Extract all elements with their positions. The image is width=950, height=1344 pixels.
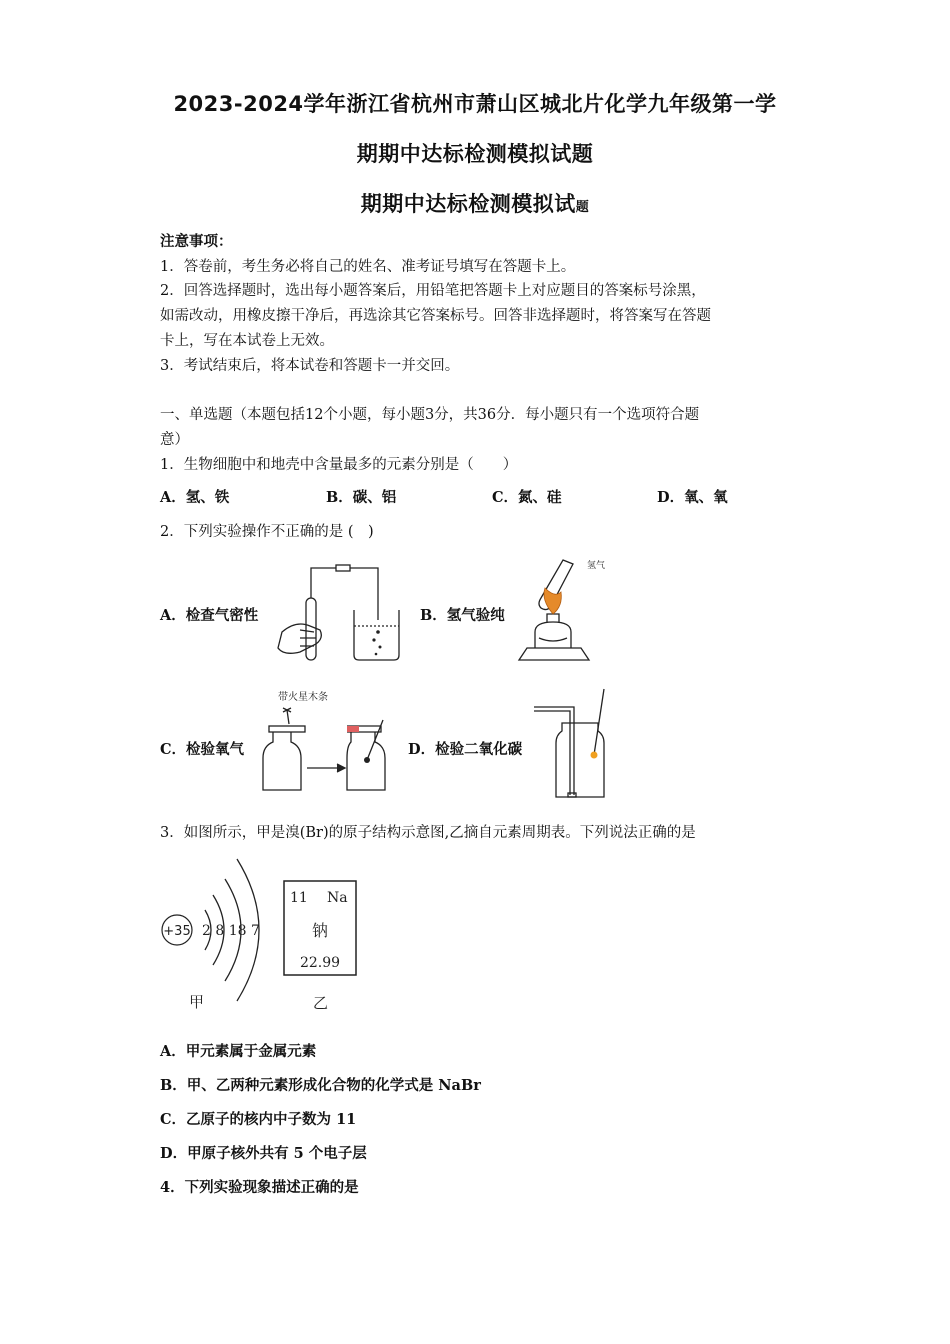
sodium-periodic-table-cell [283,880,363,1015]
exam-title-line-3 [0,188,950,218]
q3-option-a: A．甲元素属于金属元素 [160,1043,317,1060]
exam-title-line-2: 期期中达标检测模拟试题 [356,142,594,166]
q3-option-b: B．甲、乙两种元素形成化合物的化学式是 NaBr [160,1077,481,1094]
q4-stem: 4．下列实验现象描述正确的是 [160,1179,359,1196]
glowing-splint-label: 带火星木条 [278,692,328,703]
section-1-heading-line-2: 意） [160,432,189,448]
element-symbol: Na [327,890,348,906]
q3-stem: 3．如图所示，甲是溴(Br)的原子结构示意图,乙摘自元素周期表。下列说法正确的是 [160,825,696,841]
airtightness-check-figure [270,560,400,670]
oxygen-test-figure [255,688,395,798]
q1-option-d: D．氧、氧 [657,489,728,506]
electron-shell-counts: 2 8 18 7 [202,923,260,939]
periodic-cell-label: 乙 [313,994,329,1012]
notice-item-2-line-1: 2．回答选择题时，选出每小题答案后，用铅笔把答题卡上对应题目的答案标号涂黑， [160,283,706,299]
q2-stem: 2．下列实验操作不正确的是 ( ) [160,524,374,540]
nucleus-charge: +35 [163,924,191,939]
element-name: 钠 [311,921,329,940]
q2-option-a: A．检查气密性 [160,607,259,624]
q1-option-a: A．氢、铁 [160,489,230,506]
bromine-atom-structure-diagram [155,855,275,1015]
hydrogen-label: 氢气 [587,561,606,571]
atom-diagram-label: 甲 [189,993,205,1011]
q3-option-d: D．甲原子核外共有 5 个电子层 [160,1145,367,1162]
notice-heading: 注意事项： [160,233,233,250]
section-1-heading-line-1: 一、单选题（本题包括12个小题，每小题3分，共36分．每小题只有一个选项符合题 [160,407,700,423]
exam-title-line-1: 2023-2024学年浙江省杭州市萧山区城北片化学九年级第一学 [173,92,777,116]
exam-title-line-3-small: 题 [575,200,590,215]
q1-option-b: B．碳、铝 [326,489,397,506]
atomic-number: 11 [290,890,308,906]
q2-option-d: D．检验二氧化碳 [408,741,523,758]
q3-option-c: C．乙原子的核内中子数为 11 [160,1111,357,1128]
notice-item-1: 1．答卷前，考生务必将自己的姓名、准考证号填写在答题卡上。 [160,259,576,275]
notice-item-3: 3．考试结束后，将本试卷和答题卡一并交回。 [160,358,460,374]
notice-item-2-line-2: 如需改动，用橡皮擦干净后，再选涂其它答案标号。回答非选择题时，将答案写在答题 [160,308,711,324]
q1-option-c: C．氮、硅 [492,489,562,506]
relative-atomic-mass: 22.99 [299,955,341,971]
q1-stem: 1．生物细胞中和地壳中含量最多的元素分别是（ ） [160,457,518,473]
q2-option-c: C．检验氧气 [160,741,245,758]
exam-title-line-3-main: 期期中达标检测模拟试 [360,192,576,216]
notice-item-2-line-3: 卡上，写在本试卷上无效。 [160,333,334,349]
carbon-dioxide-test-figure [530,683,615,803]
hydrogen-purity-test-figure [515,552,615,664]
q2-option-b: B．氢气验纯 [420,607,505,624]
